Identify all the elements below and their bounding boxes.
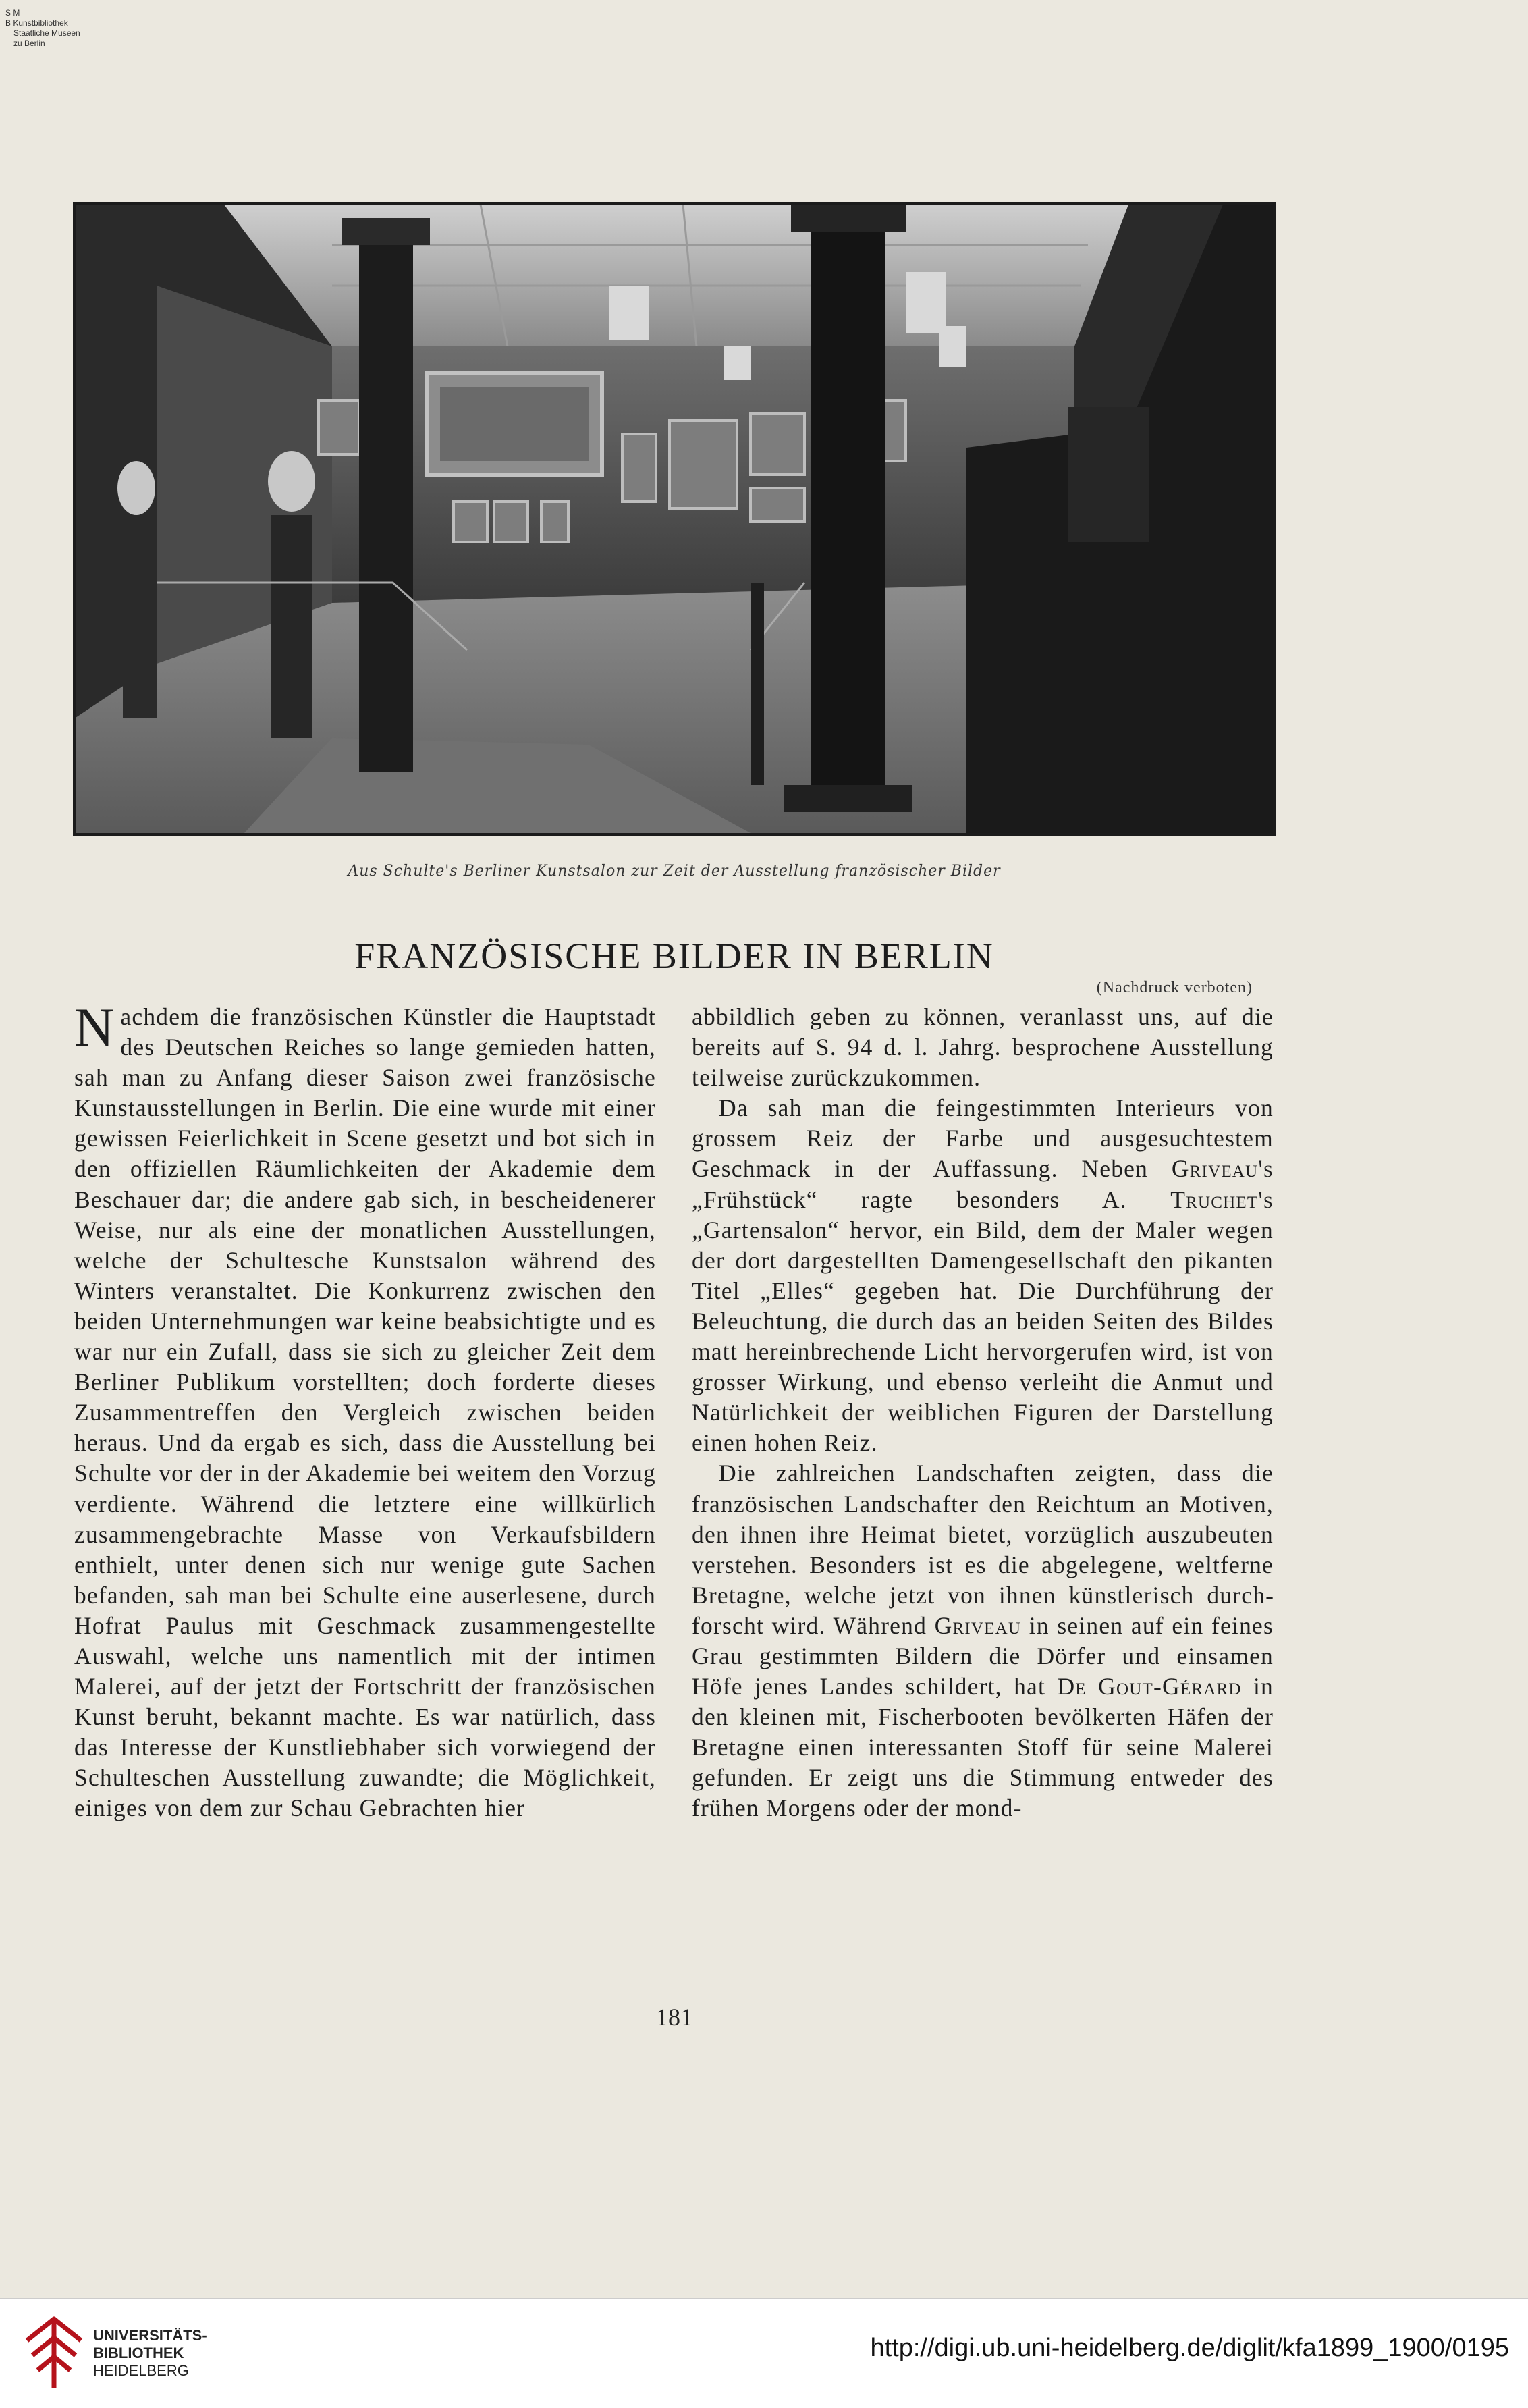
paragraph-text: „Gartensalon“ hervor, ein Bild, dem der Maler wegen der dort dargestellten Damengesellschaft den pikanten Titel „Elles“ gegeben hat. Die Durchführung der Beleuchtung, die durch das an beiden Seiten des Bildes matt hereinbrechende Licht hervorgerufen wird, ist von grosser Wirkung, und ebenso verleiht die Anmut und Natürlichkeit der weiblichen Figuren der Darstellung einen hohen Reiz. — [692, 1216, 1274, 1457]
text-column-right — [692, 1002, 1274, 1824]
paragraph — [692, 1458, 1274, 1823]
stamp-line: zu Berlin — [13, 38, 45, 48]
artist-name: Griveau's — [1171, 1155, 1274, 1183]
paragraph-text: Die zahlreichen Landschaften zeigten, dass die französischen Landschafter den Reichtum an Motiven, den ihnen ihre Heimat bietet, vorzüglich auszubeuten verstehen. Besonders ist es die abgelegene, weltferne Bretagne, welche jetzt von ihnen künstlerisch durchforscht wird. Während — [692, 1460, 1274, 1639]
drop-cap: N — [74, 996, 115, 1058]
paragraph-text: „Frühstück“ ragte besonders A. — [692, 1185, 1171, 1213]
stamp-line: B Kunstbibliothek — [5, 18, 68, 28]
library-logo-icon — [20, 2313, 88, 2393]
paragraph-text: in seinen auf ein feines Grau gestimmten Bildern die Dörfer und einsamen Höfe jenes Landes schildert, hat — [692, 1611, 1274, 1701]
library-stamp — [5, 8, 80, 49]
paragraph — [74, 996, 656, 1824]
paragraph: abbildlich geben zu können, veranlasst uns, auf die bereits auf S. 94 d. l. Jahrg. besprochene Ausstellung teilweise zurückzukommen. — [692, 1003, 1274, 1092]
digitization-footer — [0, 2298, 1528, 2408]
artist-name: Griveau — [934, 1611, 1022, 1639]
library-name — [93, 2327, 207, 2380]
paragraph-text: achdem die französischen Künstler die Hauptstadt des Deutschen Reiches so lange gemieden hatten, sah man zu Anfang dieser Saison zwei französische Kunstausstellungen in Berlin. Die eine wurde mit einer gewissen Feierlichkeit in Scene gesetzt und bot sich in den offiziellen Räumlichkeiten der Akademie dem Beschauer dar; die andere gab sich, in bescheidenerer Weise, nur als eine der monatlichen Ausstellungen, welche der Schultesche Kunstsalon während des Winters veranstaltet. Die Konkurrenz zwischen den beiden Unternehmungen war keine beabsichtigte und es war nur ein Zufall, dass sie sich zu gleicher Zeit dem Berliner Publikum vorstellten; doch forderte dieses Zusammentreffen den Vergleich zwischen beiden heraus. Und da ergab es sich, dass die Ausstellung bei Schulte vor der in der Akademie bei weitem den Vorzug verdiente. Während die letztere eine willkürlich zusammengebrachte Masse von Verkaufsbildern enthielt, unter denen sich nur wenige gute Sachen befanden, sah man bei Schulte eine auserlesene, durch Hofrat Paulus mit Geschmack zusammengestellte Auswahl, welche uns namentlich mit der intimen Malerei, auf der jetzt der Fortschritt der französischen Kunst beruht, bekannt machte. Es war natürlich, dass das Interesse der Kunstliebhaber sich vorwiegend der Schulteschen Ausstellung zuwandte; die Möglichkeit, einiges von dem zur Schau Gebrachten hier — [74, 1003, 656, 1822]
paragraph-text: in den kleinen mit, Fischerbooten bevölkerten Häfen der Bretagne einen interessanten Stoff für seine Malerei gefunden. Er zeigt uns die Stimmung entweder des frühen Morgens oder der mond- — [692, 1673, 1274, 1822]
text-column-left — [74, 996, 656, 1824]
reprint-notice: (Nachdruck verboten) — [1096, 979, 1253, 996]
paragraph — [692, 1093, 1274, 1458]
gallery-photograph-icon — [76, 205, 1273, 833]
page-number: 181 — [656, 2004, 692, 2031]
article-title: FRANZÖSISCHE BILDER IN BERLIN — [354, 936, 994, 976]
photo-caption: Aus Schulte's Berliner Kunstsalon zur Zeit der Ausstellung französischer Bilder — [348, 863, 1001, 880]
stamp-line: Staatliche Museen — [13, 28, 80, 38]
paragraph-text: Da sah man die feingestimmten Interieurs von grossem Reiz der Farbe und ausgesuchtestem Geschmack in der Auffassung. Neben — [692, 1094, 1274, 1183]
library-name-line: HEIDELBERG — [93, 2362, 189, 2379]
library-name-line: UNIVERSITÄTS- — [93, 2327, 207, 2344]
gallery-photograph — [73, 202, 1276, 836]
artist-name: De Gout-Gérard — [1057, 1673, 1242, 1701]
library-name-line: BIBLIOTHEK — [93, 2345, 184, 2361]
stamp-line: S M — [5, 8, 20, 18]
artist-name: Truchet's — [1170, 1185, 1274, 1213]
source-url-link[interactable]: http://digi.ub.uni-heidelberg.de/diglit/kfa1899_1900/0195 — [870, 2334, 1509, 2362]
